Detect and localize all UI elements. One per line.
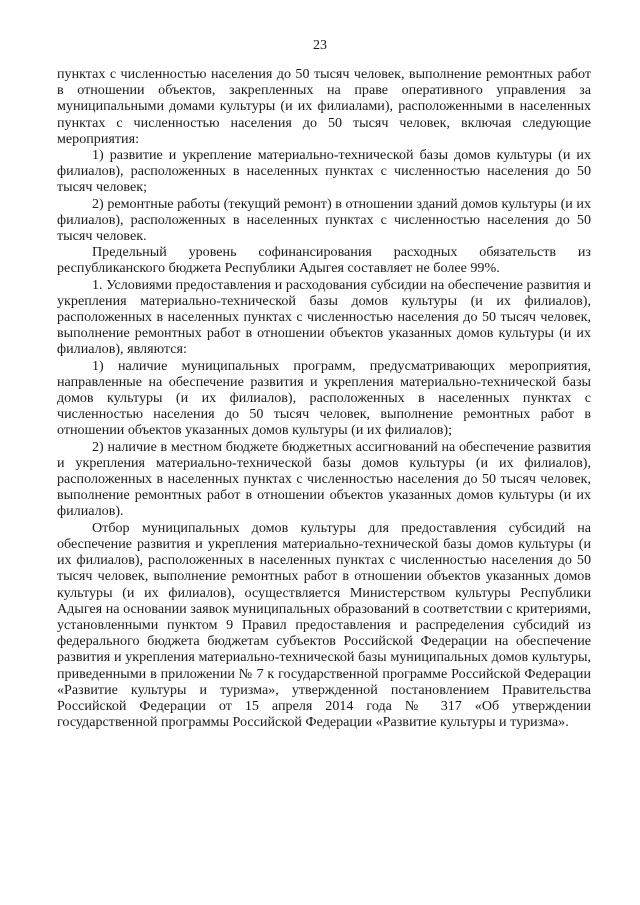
paragraph-conditions: 1. Условиями предоставления и расходования субсидии на обеспечение развития и укрепления материально-технической базы домов культуры (и их филиалов), расположенных в населенных пунктах с численностью населения до 50 тысяч человек, выполнение ремонтных работ в отношении объектов указанных домов культуры (и их филиалов), являются:: [57, 276, 591, 358]
paragraph-condition-1-programs: 1) наличие муниципальных программ, предусматривающих мероприятия, направленные на обеспечение развития и укрепления материально-технической базы домов культуры (и их филиалов), расположенных в населенных пунктах с численностью населения до 50 тысяч человек, выполнение ремонтных работ в отношении объектов указанных домов культуры (и их филиалов);: [57, 357, 591, 439]
paragraph-condition-2-budget: 2) наличие в местном бюджете бюджетных ассигнований на обеспечение развития и укрепления материально-технической базы домов культуры (и их филиалов), расположенных в населенных пунктах с численностью населения до 50 тысяч человек, выполнение ремонтных работ в отношении объектов указанных домов культуры (и их филиалов).: [57, 438, 591, 520]
paragraph-item-2-repairs: 2) ремонтные работы (текущий ремонт) в отношении зданий домов культуры (и их филиалов), расположенных в населенных пунктах с численностью населения до 50 тысяч человек.: [57, 195, 591, 245]
paragraph-selection: Отбор муниципальных домов культуры для предоставления субсидий на обеспечение развития и укрепления материально-технической базы домов культуры (и их филиалов), расположенных в населенных пунктах с численностью населения до 50 тысяч человек, выполнение ремонтных работ в отношении объектов указанных домов культуры (и их филиалов), осуществляется Министерством культуры Республики Адыгея на основании заявок муниципальных образований в соответствии с критериями, установленными пунктом 9 Правил предоставления и распределения субсидий из федерального бюджета бюджетам субъектов Российской Федерации на обеспечение развития и укрепления материально-технической базы муниципальных домов культуры, приведенными в приложении № 7 к государственной программе Российской Федерации «Развитие культуры и туризма», утвержденной постановлением Правительства Российской Федерации от 15 апреля 2014 года № 317 «Об утверждении государственной программы Российской Федерации «Развитие культуры и туризма».: [57, 519, 591, 731]
paragraph-item-1-development: 1) развитие и укрепление материально-технической базы домов культуры (и их филиалов), расположенных в населенных пунктах с численностью населения до 50 тысяч человек;: [57, 147, 591, 196]
paragraph-cofinancing-level: Предельный уровень софинансирования расходных обязательств из республиканского бюджета Республики Адыгея составляет не более 99%.: [57, 244, 591, 277]
paragraph-continuation: пунктах с численностью населения до 50 тысяч человек, выполнение ремонтных работ в отношении объектов, закрепленных на праве оперативного управления за муниципальными домами культуры (и их филиалами), расположенными в населенных пунктах с численностью населения до 50 тысяч человек, включая следующие мероприятия:: [57, 66, 591, 147]
page-number: 23: [313, 38, 327, 53]
document-body: [57, 66, 591, 730]
